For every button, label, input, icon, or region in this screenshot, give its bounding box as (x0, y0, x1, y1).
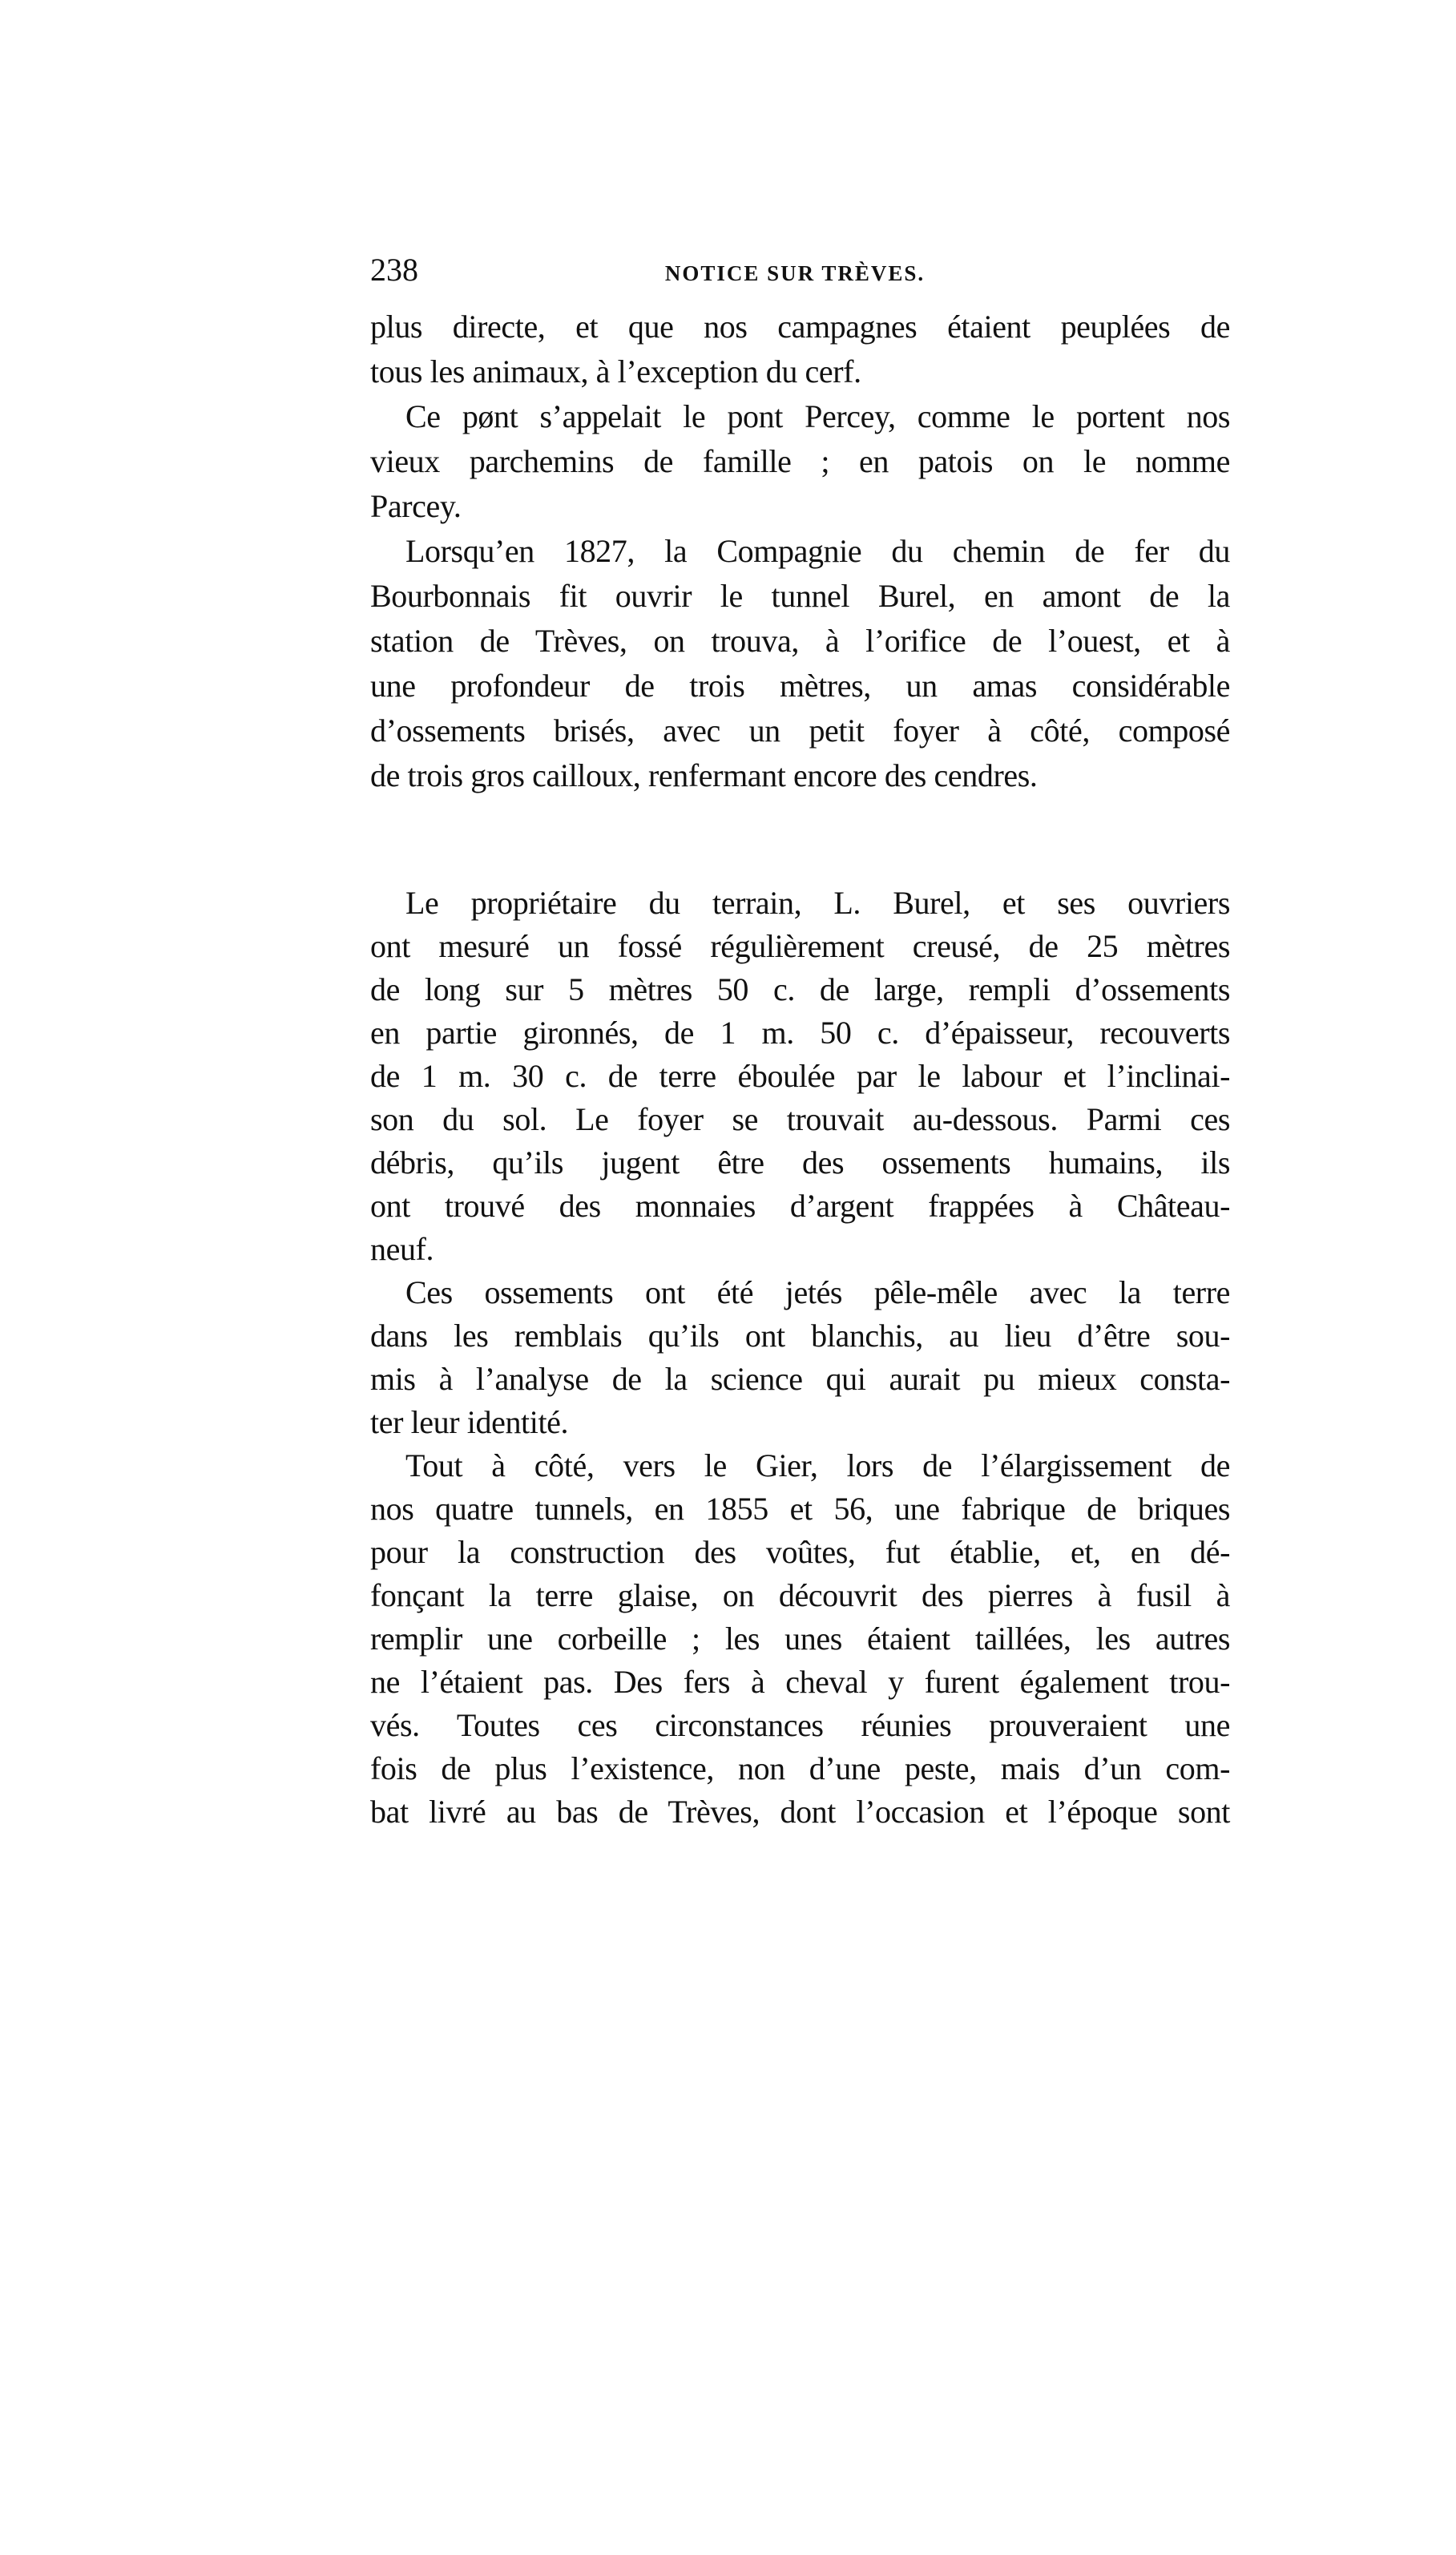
text-line: Lorsqu’en 1827, la Compagnie du chemin de fer du (405, 533, 1230, 569)
text-line: de trois gros cailloux, renfermant encore des cendres. (370, 757, 1038, 793)
text-line: nos quatre tunnels, en 1855 et 56, une fabrique de briques (370, 1491, 1230, 1527)
text-line: son du sol. Le foyer se trouvait au-dessous. Parmi ces (370, 1101, 1230, 1137)
paragraph (370, 394, 1230, 529)
text-line: Tout à côté, vers le Gier, lors de l’élargissement de (405, 1447, 1230, 1483)
running-head (370, 250, 1230, 290)
text-line: vieux parchemins de famille ; en patois on le nomme (370, 443, 1230, 479)
text-line: ne l’étaient pas. Des fers à cheval y furent également trou- (370, 1664, 1230, 1700)
text-line: ter leur identité. (370, 1404, 569, 1440)
text-line: Ces ossements ont été jetés pêle-mêle avec la terre (405, 1274, 1230, 1310)
text-line: Le propriétaire du terrain, L. Burel, et ses ouvriers (405, 885, 1230, 921)
text-line: bat livré au bas de Trèves, dont l’occasion et l’époque sont (370, 1794, 1230, 1830)
text-line: ont mesuré un fossé régulièrement creusé, de 25 mètres (370, 928, 1230, 964)
text-line: tous les animaux, à l’exception du cerf. (370, 353, 861, 390)
text-line: dans les remblais qu’ils ont blanchis, au lieu d’être sou- (370, 1318, 1230, 1354)
text-line: de long sur 5 mètres 50 c. de large, rempli d’ossements (370, 971, 1230, 1007)
text-line: en partie gironnés, de 1 m. 50 c. d’épaisseur, recouverts (370, 1015, 1230, 1051)
page-number: 238 (370, 252, 418, 288)
paragraph (370, 305, 1230, 394)
text-line: mis à l’analyse de la science qui aurait pu mieux consta- (370, 1361, 1230, 1397)
text-line: débris, qu’ils jugent être des ossements humains, ils (370, 1144, 1230, 1181)
text-line: Parcey. (370, 488, 462, 524)
text-line: fois de plus l’existence, non d’une peste, mais d’un com- (370, 1750, 1230, 1786)
text-line: pour la construction des voûtes, fut établie, et, en dé- (370, 1534, 1230, 1570)
text-line: vés. Toutes ces circonstances réunies prouveraient une (370, 1707, 1230, 1743)
text-line: ont trouvé des monnaies d’argent frappées à Château- (370, 1188, 1230, 1224)
text-block-upper (370, 305, 1230, 798)
paragraph (370, 1444, 1230, 1834)
text-line: une profondeur de trois mètres, un amas considérable (370, 668, 1230, 704)
paragraph (370, 882, 1230, 1271)
text-line: remplir une corbeille ; les unes étaient taillées, les autres (370, 1621, 1230, 1657)
running-title: NOTICE SUR TRÈVES. (664, 261, 926, 285)
text-line: d’ossements brisés, avec un petit foyer à côté, composé (370, 712, 1230, 749)
text-line: de 1 m. 30 c. de terre éboulée par le labour et l’inclinai- (370, 1058, 1230, 1094)
text-line: neuf. (370, 1231, 434, 1267)
text-line: fonçant la terre glaise, on découvrit des pierres à fusil à (370, 1577, 1230, 1613)
text-line: station de Trèves, on trouva, à l’orifice de l’ouest, et à (370, 623, 1230, 659)
paragraph (370, 529, 1230, 798)
text-line: Bourbonnais fit ouvrir le tunnel Burel, en amont de la (370, 578, 1230, 614)
text-block-lower (370, 882, 1230, 1834)
text-line: Ce pønt s’appelait le pont Percey, comme le portent nos (405, 398, 1230, 434)
text-line: plus directe, et que nos campagnes étaient peuplées de (370, 309, 1230, 345)
paragraph (370, 1271, 1230, 1444)
